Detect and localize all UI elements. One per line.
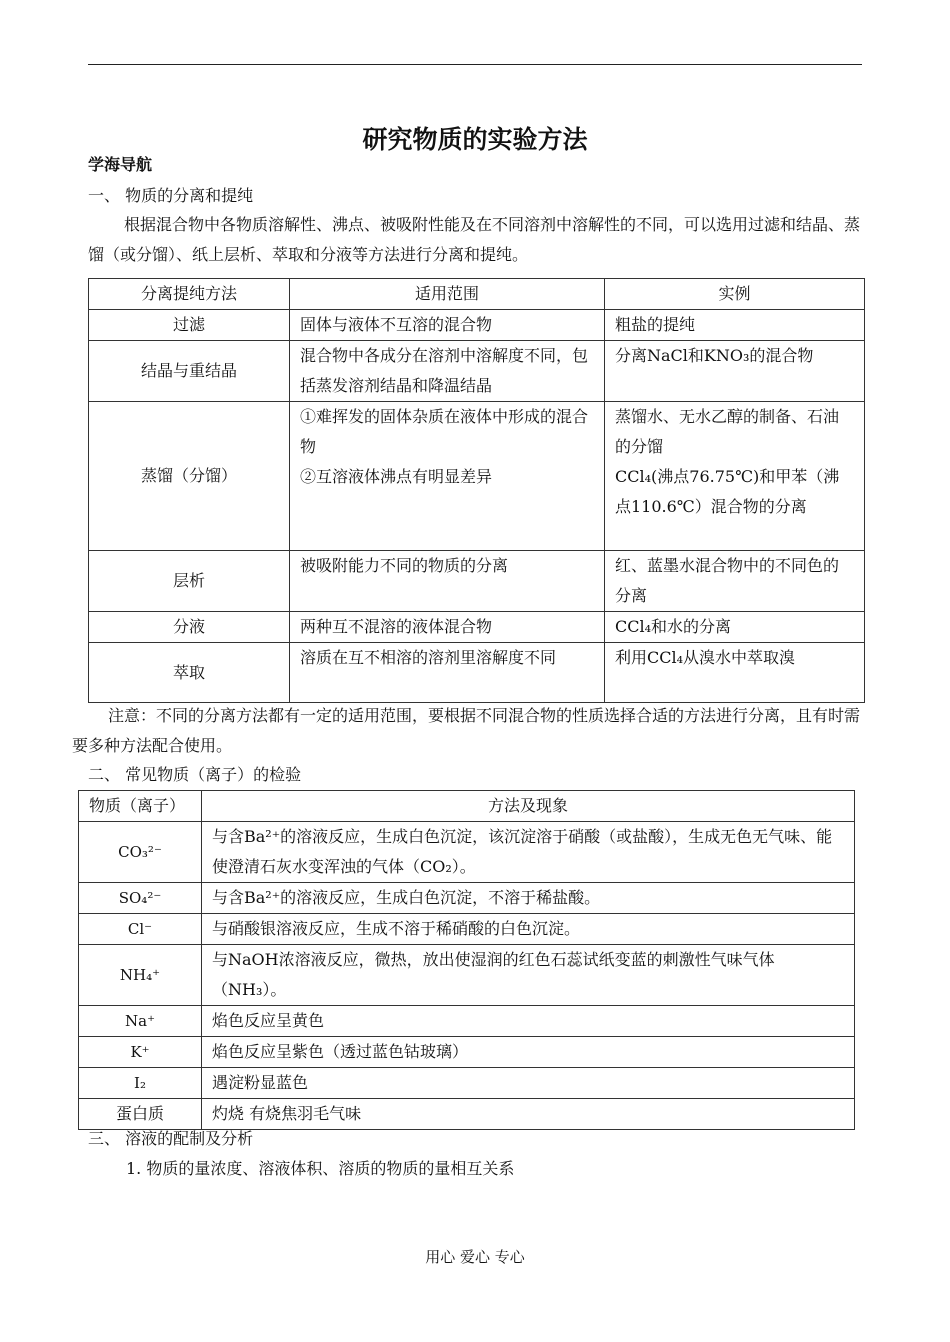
scope-cell: 被吸附能力不同的物质的分离 [290, 551, 605, 612]
ion-cell: K⁺ [79, 1037, 202, 1068]
method-cell: 与含Ba²⁺的溶液反应，生成白色沉淀，该沉淀溶于硝酸（或盐酸），生成无色无气味、能使澄清石灰水变浑浊的气体（CO₂）。 [202, 822, 855, 883]
table-row [89, 402, 865, 551]
method-cell: 灼烧 有烧焦羽毛气味 [202, 1099, 855, 1130]
table-row [89, 643, 865, 703]
example-cell: 红、蓝墨水混合物中的不同色的分离 [605, 551, 865, 612]
table-row [89, 310, 865, 341]
table-row [79, 822, 855, 883]
method-cell: 焰色反应呈黄色 [202, 1006, 855, 1037]
header-scope: 适用范围 [290, 279, 605, 310]
table-row [79, 883, 855, 914]
page-title: 研究物质的实验方法 [362, 125, 588, 154]
method-cell: 过滤 [89, 310, 290, 341]
section3-item1: 1. 物质的量浓度、溶液体积、溶质的物质的量相互关系 [126, 1159, 515, 1178]
method-cell: 层析 [89, 551, 290, 612]
table-row [79, 1006, 855, 1037]
table-row [79, 1037, 855, 1068]
table-header-row [79, 791, 855, 822]
example-cell: 蒸馏水、无水乙醇的制备、石油的分馏 CCl₄(沸点76.75℃)和甲苯（沸点110.6℃）混合物的分离 [605, 402, 865, 551]
ion-cell: NH₄⁺ [79, 945, 202, 1006]
header-rule [88, 64, 862, 65]
table-row [79, 945, 855, 1006]
separation-table [88, 278, 865, 703]
method-cell: 焰色反应呈紫色（透过蓝色钴玻璃） [202, 1037, 855, 1068]
header-method: 分离提纯方法 [89, 279, 290, 310]
header-ion: 物质（离子） [79, 791, 202, 822]
scope-cell: 两种互不混溶的液体混合物 [290, 612, 605, 643]
ion-cell: CO₃²⁻ [79, 822, 202, 883]
table-row [89, 341, 865, 402]
table-row [89, 551, 865, 612]
header-method: 方法及现象 [202, 791, 855, 822]
table-row [79, 914, 855, 945]
header-example: 实例 [605, 279, 865, 310]
method-cell: 萃取 [89, 643, 290, 703]
ion-test-table [78, 790, 855, 1130]
example-cell: 利用CCl₄从溴水中萃取溴 [605, 643, 865, 703]
example-cell: CCl₄和水的分离 [605, 612, 865, 643]
scope-cell: 溶质在互不相溶的溶剂里溶解度不同 [290, 643, 605, 703]
scope-cell: 固体与液体不互溶的混合物 [290, 310, 605, 341]
method-cell: 蒸馏（分馏） [89, 402, 290, 551]
page-footer: 用心 爱心 专心 [425, 1248, 525, 1266]
table-row [79, 1068, 855, 1099]
nav-heading: 学海导航 [88, 155, 153, 174]
section2-heading: 二、 常见物质（离子）的检验 [88, 765, 302, 784]
ion-cell: SO₄²⁻ [79, 883, 202, 914]
ion-cell: I₂ [79, 1068, 202, 1099]
method-cell: 与含Ba²⁺的溶液反应，生成白色沉淀，不溶于稀盐酸。 [202, 883, 855, 914]
scope-cell: ①难挥发的固体杂质在液体中形成的混合物 ②互溶液体沸点有明显差异 [290, 402, 605, 551]
table-header-row [89, 279, 865, 310]
method-cell: 分液 [89, 612, 290, 643]
method-cell: 与硝酸银溶液反应，生成不溶于稀硝酸的白色沉淀。 [202, 914, 855, 945]
table-row [89, 612, 865, 643]
method-cell: 与NaOH浓溶液反应，微热，放出使湿润的红色石蕊试纸变蓝的刺激性气味气体（NH₃）。 [202, 945, 855, 1006]
section1-intro: 根据混合物中各物质溶解性、沸点、被吸附性能及在不同溶剂中溶解性的不同，可以选用过滤和结晶、蒸馏（或分馏）、纸上层析、萃取和分液等方法进行分离和提纯。 [88, 215, 861, 264]
method-cell: 结晶与重结晶 [89, 341, 290, 402]
ion-cell: 蛋白质 [79, 1099, 202, 1130]
ion-cell: Cl⁻ [79, 914, 202, 945]
section3-heading: 三、 溶液的配制及分析 [88, 1129, 254, 1148]
section1-heading: 一、 物质的分离和提纯 [88, 186, 254, 205]
example-cell: 粗盐的提纯 [605, 310, 865, 341]
example-cell: 分离NaCl和KNO₃的混合物 [605, 341, 865, 402]
method-cell: 遇淀粉显蓝色 [202, 1068, 855, 1099]
scope-cell: 混合物中各成分在溶剂中溶解度不同，包括蒸发溶剂结晶和降温结晶 [290, 341, 605, 402]
section1-note: 注意：不同的分离方法都有一定的适用范围，要根据不同混合物的性质选择合适的方法进行分离，且有时需要多种方法配合使用。 [72, 706, 861, 755]
ion-cell: Na⁺ [79, 1006, 202, 1037]
